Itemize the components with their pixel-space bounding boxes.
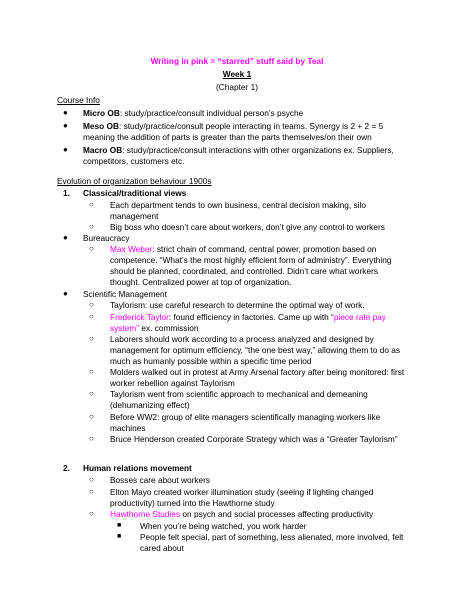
mayo-item-line2: productivity) turned into the Hawthorne study bbox=[110, 498, 275, 508]
week-heading: Week 1 bbox=[222, 69, 252, 79]
square-bullet-icon: ■ bbox=[117, 533, 122, 540]
classical-item-2: Big boss who doesn’t care about workers, don’t give any control to workers bbox=[110, 222, 385, 232]
taylor-text: : found efficiency in factories. Came up with “ bbox=[168, 312, 334, 322]
circle-bullet-icon: ○ bbox=[89, 389, 94, 398]
circle-bullet-icon: ○ bbox=[89, 367, 94, 376]
taylorism-item: Taylorism: use careful research to determine the optimal way of work. bbox=[110, 300, 365, 310]
taylor-name: Frederick Taylor bbox=[110, 312, 169, 322]
section-number: 1. bbox=[63, 188, 70, 198]
macro-ob-item bbox=[83, 145, 394, 155]
circle-bullet-icon: ○ bbox=[89, 334, 94, 343]
square-bullet-icon: ■ bbox=[117, 522, 122, 529]
weber-text: : strict chain of command, central power, promotion based on bbox=[152, 244, 377, 254]
molders-item: Molders walked out in protest at Army Arsenal factory after being monitored: first bbox=[110, 367, 405, 377]
section-number: 2. bbox=[63, 463, 70, 473]
weber-item bbox=[110, 244, 376, 254]
pink-note-title: Writing in pink = “starred” stuff said by Teal bbox=[150, 56, 324, 66]
meso-ob-term: Meso OB bbox=[83, 121, 119, 131]
molders-item-line2: worker rebellion against Taylorism bbox=[110, 378, 235, 388]
weber-name: Max Weber bbox=[110, 244, 153, 254]
classical-item-1-line2: management bbox=[110, 211, 159, 221]
meso-ob-item bbox=[83, 121, 383, 131]
circle-bullet-icon: ○ bbox=[89, 300, 94, 309]
meso-ob-text-line2: meaning the addition of parts is greater than the parts themselves/on their own bbox=[83, 132, 372, 142]
circle-bullet-icon: ○ bbox=[89, 434, 94, 443]
bruce-henderson-item: Bruce Henderson created Corporate Strategy which was a “Greater Taylorism” bbox=[110, 434, 398, 444]
hawthorne-item bbox=[110, 509, 373, 519]
section-title-human-relations: Human relations movement bbox=[83, 463, 192, 473]
circle-bullet-icon: ○ bbox=[89, 412, 94, 421]
course-info-heading: Course Info bbox=[57, 95, 100, 105]
taylor-item bbox=[110, 312, 386, 322]
macro-ob-text-line2: competitors, customers etc. bbox=[83, 156, 185, 166]
piece-rate-text-2: system” bbox=[110, 323, 140, 333]
ww2-item-line2: machines bbox=[110, 423, 146, 433]
laborers-item-line2: management for optimum efficiency, “the one best way,” allowing them to do as bbox=[110, 345, 401, 355]
commission-text: ex. commission bbox=[139, 323, 199, 333]
evolution-heading: Evolution of organization behaviour 1900s bbox=[57, 176, 212, 186]
taylor-item-line2 bbox=[110, 323, 199, 333]
mayo-item: Elton Mayo created worker illumination study (seeing if lighting changed bbox=[110, 487, 374, 497]
bureaucracy-label: Bureaucracy bbox=[83, 233, 130, 243]
circle-bullet-icon: ○ bbox=[89, 475, 94, 484]
circle-bullet-icon: ○ bbox=[89, 312, 94, 321]
laborers-item: Laborers should work according to a process analyzed and designed by bbox=[110, 334, 374, 344]
micro-ob-item bbox=[83, 108, 303, 118]
ww2-item: Before WW2: group of elite managers scientifically managing workers like bbox=[110, 412, 381, 422]
micro-ob-term: Micro OB bbox=[83, 108, 120, 118]
disc-bullet-icon: ● bbox=[63, 289, 68, 298]
disc-bullet-icon: ● bbox=[63, 121, 68, 130]
circle-bullet-icon: ○ bbox=[89, 222, 94, 231]
watched-item: When you’re being watched, you work harder bbox=[140, 521, 307, 531]
classical-item-1: Each department tends to own business, central decision making, silo bbox=[110, 200, 366, 210]
special-item-line2: cared about bbox=[140, 543, 184, 553]
circle-bullet-icon: ○ bbox=[89, 200, 94, 209]
micro-ob-text: : study/practice/consult individual person’s psyche bbox=[119, 108, 304, 118]
chapter-label: (Chapter 1) bbox=[216, 82, 258, 92]
circle-bullet-icon: ○ bbox=[89, 487, 94, 496]
hawthorne-rest-text: on psych and social processes affecting productivity bbox=[180, 509, 374, 519]
macro-ob-text: : study/practice/consult interactions with other organizations ex. Suppliers, bbox=[122, 145, 394, 155]
circle-bullet-icon: ○ bbox=[89, 509, 94, 518]
laborers-item-line3: much as humanly possible within a specific time period bbox=[110, 356, 312, 366]
weber-text-line4: thought. Centralized power at top of organization. bbox=[110, 277, 292, 287]
bosses-item: Bosses care about workers bbox=[110, 475, 211, 485]
special-item: People felt special, part of something, less alienated, more involved, felt bbox=[140, 532, 404, 542]
weber-text-line3: should be planned, coordinated, and controlled. Didn’t care what workers bbox=[110, 266, 378, 276]
piece-rate-text: piece rate pay bbox=[333, 312, 386, 322]
disc-bullet-icon: ● bbox=[63, 233, 68, 242]
circle-bullet-icon: ○ bbox=[89, 244, 94, 253]
hawthorne-studies-text: Hawthorne Studies bbox=[110, 509, 181, 519]
meso-ob-text: : study/practice/consult people interacting in teams. Synergy is 2 + 2 = 5 bbox=[118, 121, 384, 131]
taylorism-went-item-line2: (dehumanizing effect) bbox=[110, 400, 190, 410]
macro-ob-term: Macro OB bbox=[83, 145, 123, 155]
disc-bullet-icon: ● bbox=[63, 145, 68, 154]
scientific-management-label: Scientific Management bbox=[83, 289, 167, 299]
taylorism-went-item: Taylorism went from scientific approach to mechanical and demeaning bbox=[110, 389, 368, 399]
section-title-classical: Classical/traditional views bbox=[83, 188, 187, 198]
disc-bullet-icon: ● bbox=[63, 108, 68, 117]
weber-text-line2: competence. “What’s the most highly efficient form of administry”. Everything bbox=[110, 255, 392, 265]
